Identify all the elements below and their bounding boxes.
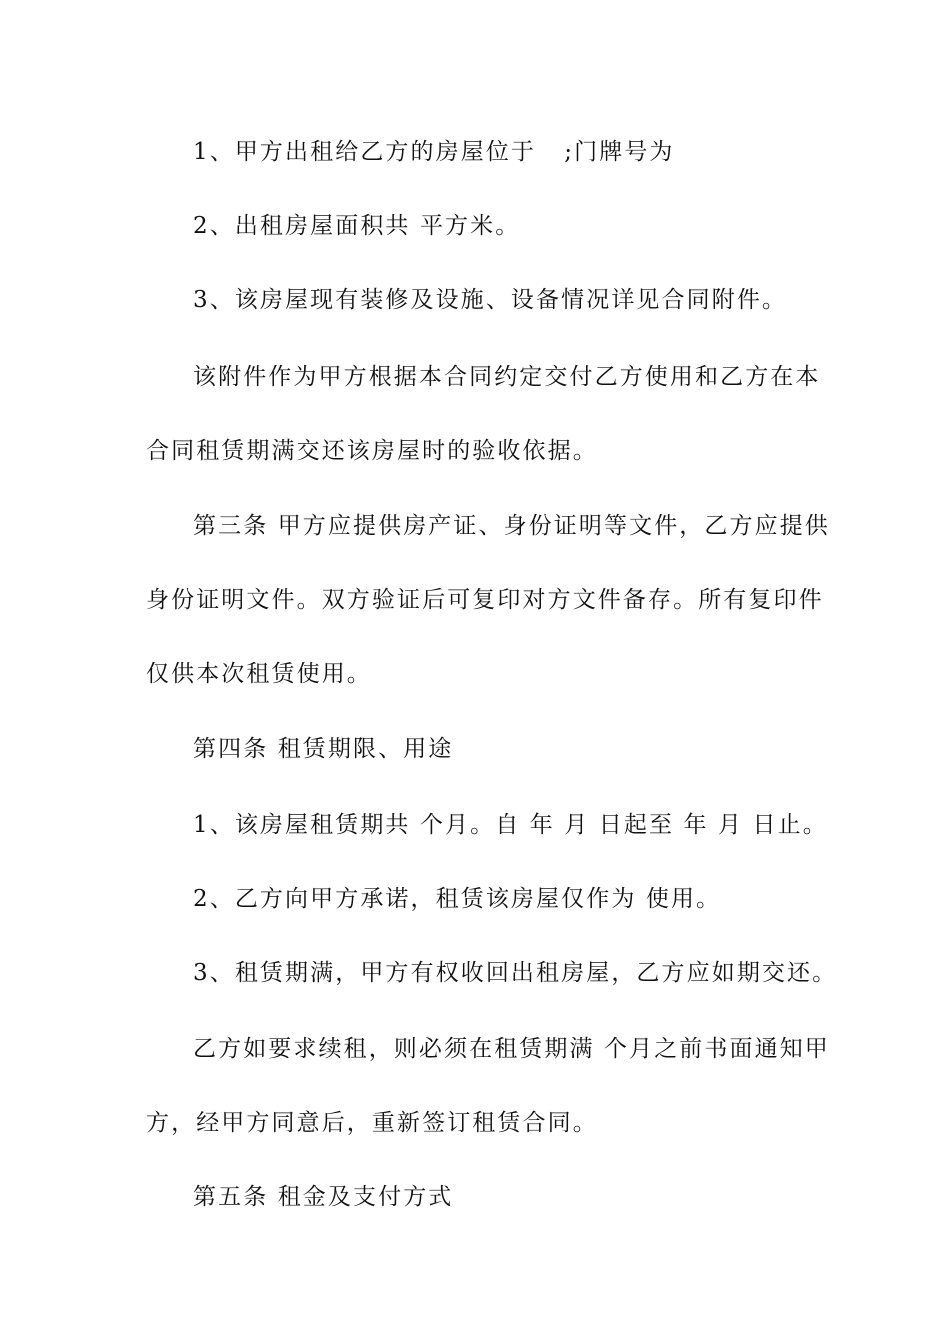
paragraph-line: 3、该房屋现有装修及设施、设备情况详见合同附件。 — [193, 287, 788, 313]
paragraph-line: 仅供本次租赁使用。 — [146, 661, 372, 687]
paragraph-line: 2、出租房屋面积共 平方米。 — [193, 213, 521, 239]
paragraph-line: 乙方如要求续租，则必须在租赁期满 个月之前书面通知甲 — [193, 1036, 830, 1062]
paragraph-line: 合同租赁期满交还该房屋时的验收依据。 — [146, 438, 598, 464]
article-heading: 第四条 租赁期限、用途 — [193, 736, 454, 762]
article-heading: 第三条 甲方应提供房产证、身份证明等文件，乙方应提供 — [193, 513, 830, 539]
paragraph-line: 2、乙方向甲方承诺，租赁该房屋仅作为 使用。 — [193, 886, 722, 912]
paragraph-line: 1、该房屋租赁期共 个月。自 年 月 日起至 年 月 日止。 — [193, 812, 828, 838]
paragraph-line: 1、甲方出租给乙方的房屋位于 ;门牌号为 — [193, 139, 675, 165]
paragraph-line: 方，经甲方同意后，重新签订租赁合同。 — [146, 1110, 598, 1136]
paragraph-line: 身份证明文件。双方验证后可复印对方文件备存。所有复印件 — [146, 587, 824, 613]
paragraph-line: 3、租赁期满，甲方有权收回出租房屋，乙方应如期交还。 — [193, 960, 838, 986]
article-heading: 第五条 租金及支付方式 — [193, 1184, 454, 1210]
paragraph-line: 该附件作为甲方根据本合同约定交付乙方使用和乙方在本 — [193, 364, 821, 390]
